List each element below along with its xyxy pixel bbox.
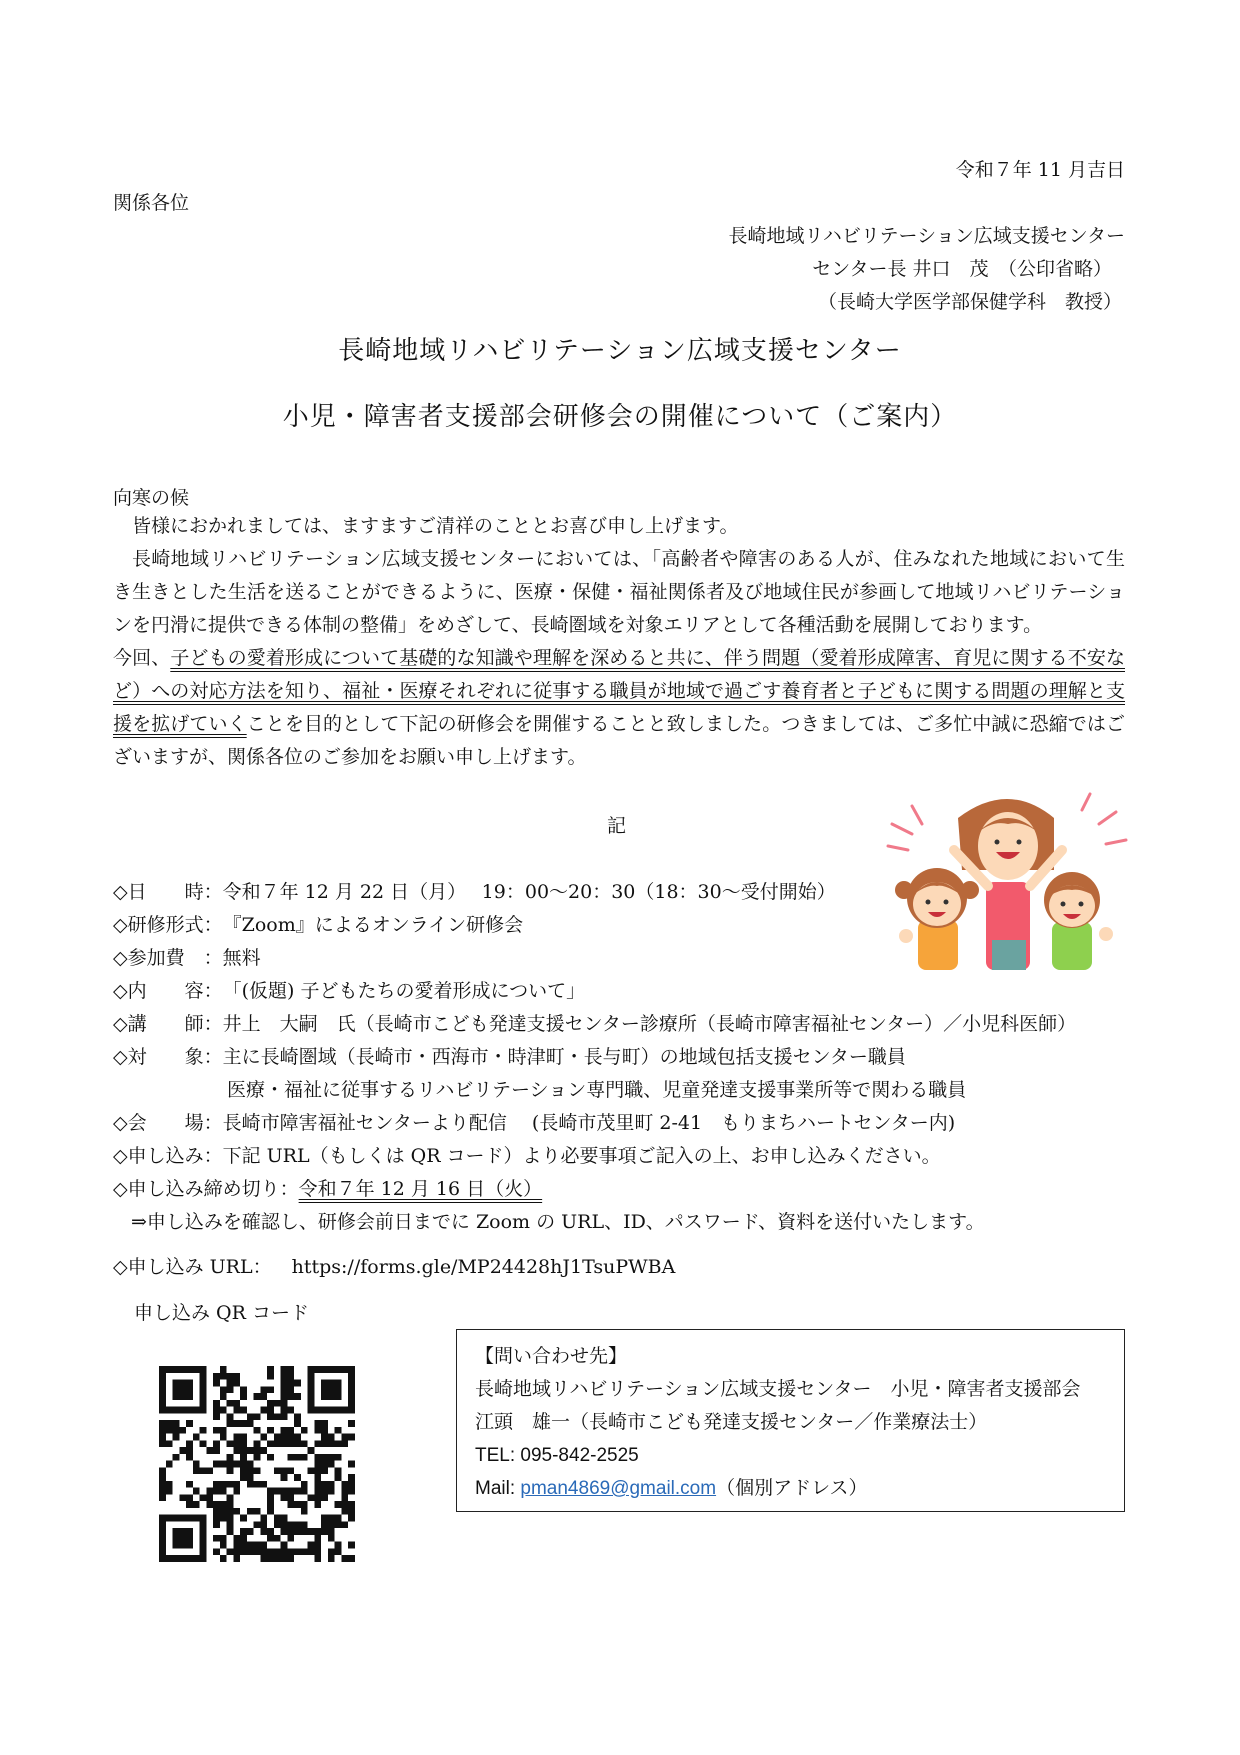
body-paragraph-3 bbox=[113, 642, 1125, 774]
body-paragraph-1: 皆様におかれましては、ますますご清祥のこととお喜び申し上げます。 bbox=[132, 515, 739, 537]
item-lecturer bbox=[113, 1009, 1076, 1036]
item-venue bbox=[113, 1108, 955, 1135]
item-format bbox=[113, 910, 523, 937]
venue-label: ◇会 場： bbox=[113, 1112, 223, 1134]
title-line-2: 小児・障害者支援部会研修会の開催について（ご案内） bbox=[282, 402, 958, 432]
girl-figure bbox=[895, 868, 979, 970]
body-paragraph-3-underlined: 子どもの愛着形成について基礎的な知識や理解を深めると共に、伴う問題（愛着形成障害、育児に関する不安など）への対応方法を知り、福祉・医療それぞれに従事する職員が地域で過ごす養育者と子どもに関する問題の理解と支援を拡げていく bbox=[113, 647, 1125, 735]
greeting: 向寒の候 bbox=[113, 487, 190, 509]
body-text bbox=[113, 510, 1125, 774]
format-label: ◇研修形式： bbox=[113, 914, 223, 936]
date-value: 令和７年 12 月 22 日（月） 19：00～20：30（18：30～受付開始） bbox=[222, 881, 836, 903]
mail-label: Mail: bbox=[475, 1478, 521, 1499]
fee-label: ◇参加費 ： bbox=[113, 947, 223, 969]
qr-code[interactable] bbox=[159, 1366, 355, 1562]
mail-link[interactable]: pman4869@gmail.com bbox=[520, 1478, 717, 1499]
sender-head: センター長 井口 茂 （公印省略） bbox=[812, 258, 1112, 280]
deadline-value: 令和７年 12 月 16 日（火） bbox=[298, 1178, 543, 1200]
contact-mail-row bbox=[475, 1472, 1124, 1505]
item-target bbox=[113, 1042, 906, 1069]
deadline-note: ⇒申し込みを確認し、研修会前日までに Zoom の URL、ID、パスワード、資料を送付いたします。 bbox=[131, 1211, 985, 1233]
family-illustration bbox=[884, 790, 1129, 970]
url-label: ◇申し込み URL： bbox=[113, 1256, 272, 1278]
contact-box bbox=[456, 1329, 1125, 1512]
lecturer-value: 井上 大嗣 氏（長崎市こども発達支援センター診療所（長崎市障害福祉センター）／小児科医師） bbox=[222, 1013, 1077, 1035]
title-line-1: 長崎地域リハビリテーション広域支援センター bbox=[338, 336, 902, 366]
target-value-1: 主に長崎圏域（長崎市・西海市・時津町・長与町）の地域包括支援センター職員 bbox=[222, 1046, 906, 1068]
target-label: ◇対 象： bbox=[113, 1046, 223, 1068]
boy-figure bbox=[1044, 872, 1113, 970]
ki-heading: 記 bbox=[607, 815, 627, 837]
content-label: ◇内 容： bbox=[113, 980, 223, 1002]
body-paragraph-3-post: ことを目的として下記の研修会を開催することと致しました。つきましては、ご多忙中誠に恐縮ではございますが、関係各位のご参加をお願い申し上げます。 bbox=[113, 713, 1125, 768]
target-value-2: 医療・福祉に従事するリハビリテーション専門職、児童発達支援事業所等で関わる職員 bbox=[227, 1079, 967, 1101]
mail-note: （個別アドレス） bbox=[716, 1477, 868, 1499]
contact-tel: TEL: 095-842-2525 bbox=[475, 1445, 639, 1466]
item-fee bbox=[113, 943, 261, 970]
sender-affiliation: （長崎大学医学部保健学科 教授） bbox=[817, 291, 1122, 313]
sender-org: 長崎地域リハビリテーション広域支援センター bbox=[728, 225, 1125, 247]
content-value: 「(仮題) 子どもたちの愛着形成について」 bbox=[222, 980, 586, 1002]
venue-value: 長崎市障害福祉センターより配信 (長崎市茂里町 2-41 もりまちハートセンター内) bbox=[222, 1112, 956, 1134]
apply-label: ◇申し込み： bbox=[113, 1145, 223, 1167]
body-paragraph-2: 長崎地域リハビリテーション広域支援センターにおいては、「高齢者や障害のある人が、住みなれた地域において生き生きとした生活を送ることができるように、医療・保健・福祉関係者及び地域住民が参画して地域リハビリテーションを円滑に提供できる体制の整備」をめざして、長崎圏域を対象エリアとして各種活動を展開しております。 bbox=[113, 548, 1125, 636]
contact-person: 江頭 雄一（長崎市こども発達支援センター／作業療法士） bbox=[475, 1411, 988, 1433]
addressee: 関係各位 bbox=[113, 192, 190, 214]
item-content bbox=[113, 976, 585, 1003]
item-deadline bbox=[113, 1174, 542, 1201]
issue-date: 令和７年 11 月吉日 bbox=[955, 159, 1125, 181]
item-url bbox=[113, 1252, 675, 1279]
date-label: ◇日 時： bbox=[113, 881, 223, 903]
item-apply bbox=[113, 1141, 941, 1168]
item-date bbox=[113, 877, 836, 904]
qr-label: 申し込み QR コード bbox=[134, 1302, 309, 1324]
format-value: 『Zoom』によるオンライン研修会 bbox=[222, 914, 524, 936]
fee-value: 無料 bbox=[222, 947, 261, 969]
contact-heading: 【問い合わせ先】 bbox=[475, 1345, 628, 1367]
url-value[interactable]: https://forms.gle/MP24428hJ1TsuPWBA bbox=[291, 1256, 676, 1278]
contact-org: 長崎地域リハビリテーション広域支援センター 小児・障害者支援部会 bbox=[475, 1378, 1081, 1400]
lecturer-label: ◇講 師： bbox=[113, 1013, 223, 1035]
body-paragraph-3-pre: 今回、 bbox=[113, 647, 171, 669]
deadline-label: ◇申し込み締め切り： bbox=[113, 1178, 299, 1200]
apply-value: 下記 URL（もしくは QR コード）より必要事項ご記入の上、お申し込みください。 bbox=[222, 1145, 941, 1167]
